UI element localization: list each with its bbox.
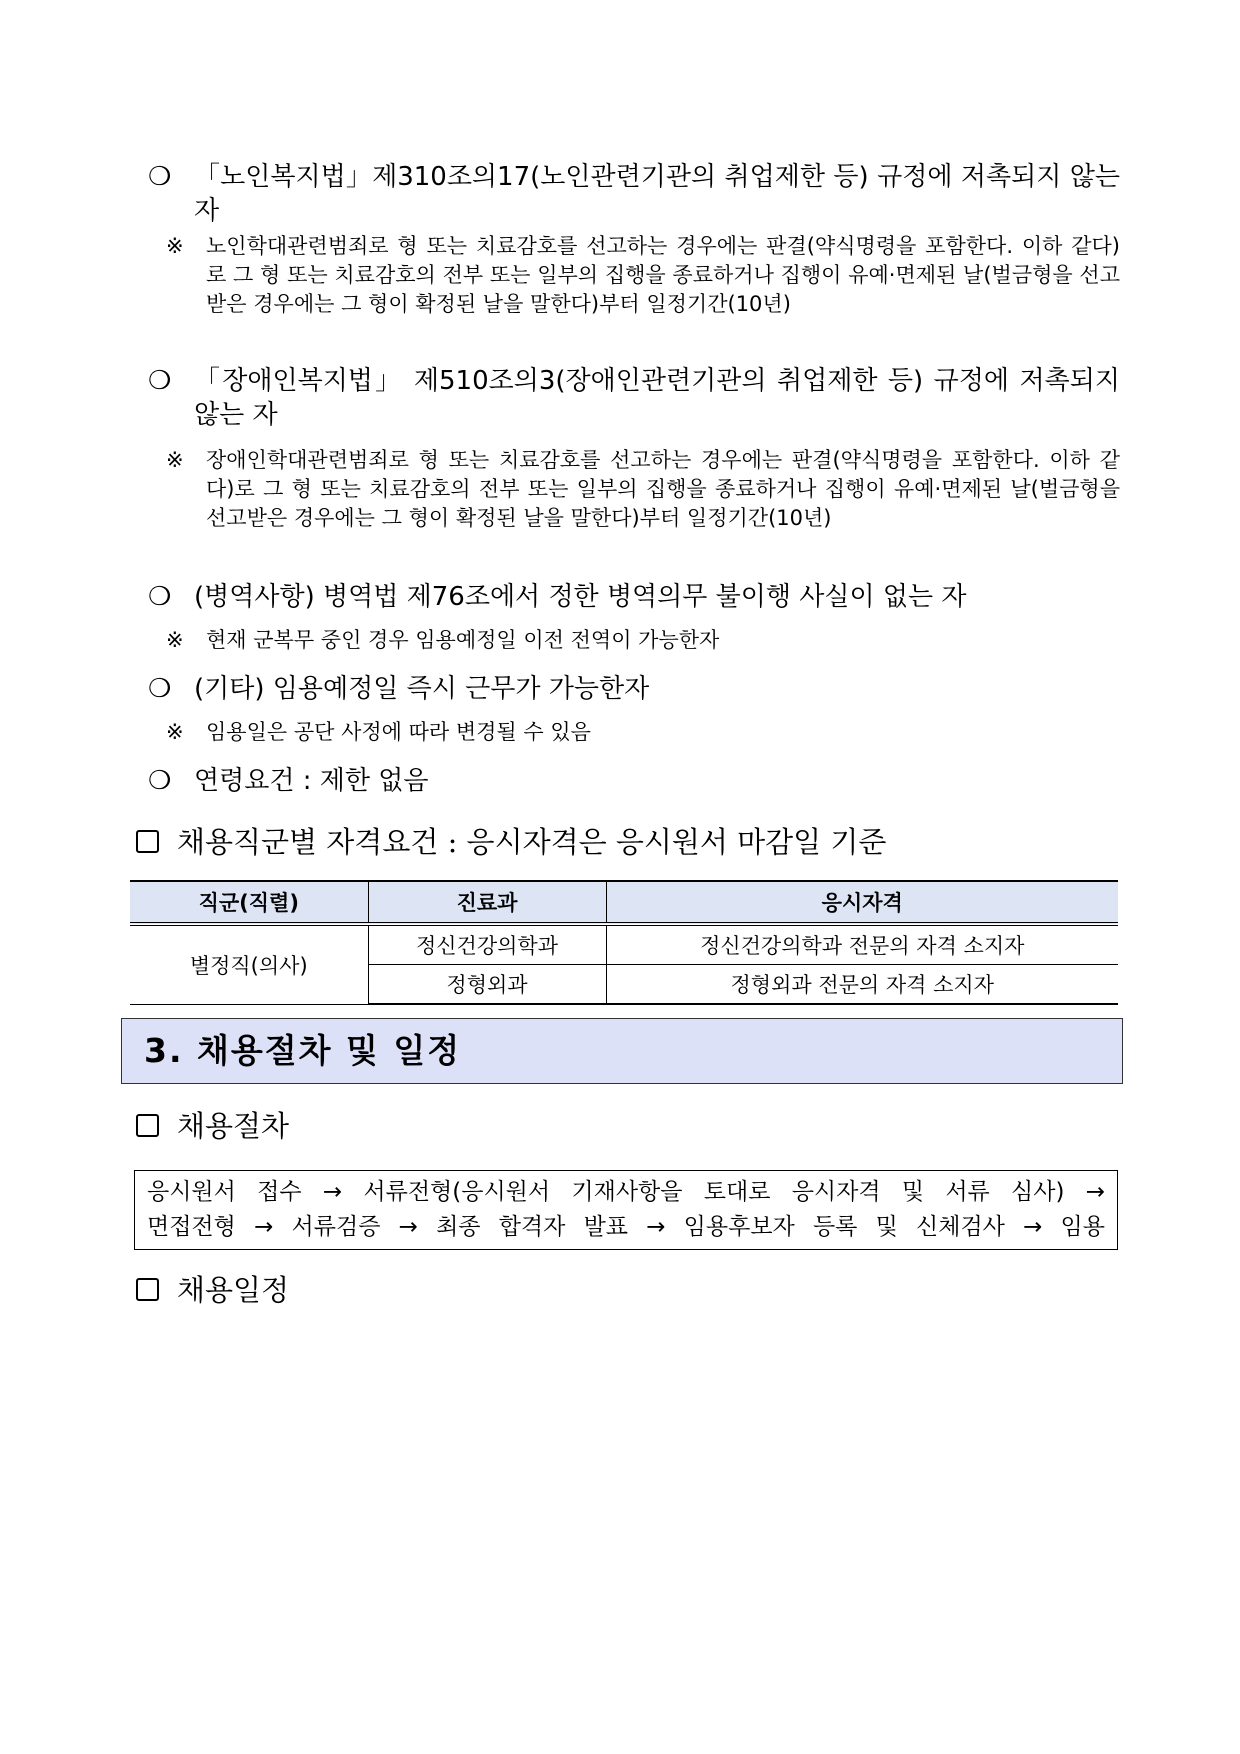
schedule-heading <box>136 1270 289 1310</box>
qualification-heading <box>136 822 886 862</box>
reference-mark-icon: ※ <box>166 234 184 258</box>
requirement-age: 연령요건 : 제한 없음 <box>194 766 429 796</box>
note-military: 현재 군복무 중인 경우 임용예정일 이전 전역이 가능한자 <box>206 628 720 652</box>
circle-bullet-icon: ❍ <box>148 162 172 192</box>
note-appointment-date: 임용일은 공단 사정에 따라 변경될 수 있음 <box>206 720 591 744</box>
department-cell: 정신건강의학과 <box>368 924 606 965</box>
procedure-heading-text: 채용절차 <box>177 1109 290 1143</box>
note-elderly-abuse: 노인학대관련범죄로 형 또는 치료감호를 선고하는 경우에는 판결(약식명령을 포함한다. 이하 같다)로 그 형 또는 치료감호의 전부 또는 일부의 집행을 종료하거나 집행이 유예·면제된 날(벌금형을 선고받은 경우에는 그 형이 확정된 날을 말한다)부터 일정기간(10년) <box>206 234 1120 316</box>
reference-mark-icon: ※ <box>166 720 184 744</box>
qualification-cell: 정신건강의학과 전문의 자격 소지자 <box>606 924 1118 965</box>
requirement-military: (병역사항) 병역법 제76조에서 정한 병역의무 불이행 사실이 없는 자 <box>194 582 967 612</box>
circle-bullet-icon: ❍ <box>148 582 172 612</box>
procedure-line: 면접전형 → 서류검증 → 최종 합격자 발표 → 임용후보자 등록 및 신체검사 → 임용 <box>147 1214 1105 1240</box>
requirement-elderly-welfare: 「노인복지법」제310조의17(노인관련기관의 취업제한 등) 규정에 저촉되지 않는 자 <box>194 162 1120 226</box>
table-header-row <box>130 881 1118 924</box>
note-disability-abuse: 장애인학대관련범죄로 형 또는 치료감호를 선고하는 경우에는 판결(약식명령을 포함한다. 이하 같다)로 그 형 또는 치료감호의 전부 또는 일부의 집행을 종료하거나 집행이 유예·면제된 날(벌금형을 선고받은 경우에는 그 형이 확정된 날을 말한다)부터 일정기간(10년) <box>206 448 1120 530</box>
table-row <box>130 924 1118 965</box>
schedule-heading-text: 채용일정 <box>177 1273 290 1307</box>
procedure-box <box>134 1170 1118 1250</box>
column-header-qualification: 응시자격 <box>606 881 1118 924</box>
square-bullet-icon <box>136 830 159 853</box>
section-title: 3. 채용절차 및 일정 <box>144 1031 462 1070</box>
column-header-department: 진료과 <box>368 881 606 924</box>
procedure-line: 응시원서 접수 → 서류전형(응시원서 기재사항을 토대로 응시자격 및 서류 심사) → <box>147 1179 1105 1205</box>
column-header-job-group: 직군(직렬) <box>130 881 368 924</box>
reference-mark-icon: ※ <box>166 448 184 472</box>
square-bullet-icon <box>136 1278 159 1301</box>
reference-mark-icon: ※ <box>166 628 184 652</box>
qualification-cell: 정형외과 전문의 자격 소지자 <box>606 965 1118 1005</box>
circle-bullet-icon: ❍ <box>148 366 172 396</box>
requirement-other: (기타) 임용예정일 즉시 근무가 가능한자 <box>194 674 650 704</box>
section-header <box>121 1018 1123 1084</box>
department-cell: 정형외과 <box>368 965 606 1005</box>
square-bullet-icon <box>136 1114 159 1137</box>
requirement-disability-welfare: 「장애인복지법」 제510조의3(장애인관련기관의 취업제한 등) 규정에 저촉되지 않는 자 <box>194 366 1120 430</box>
circle-bullet-icon: ❍ <box>148 766 172 796</box>
procedure-heading <box>136 1106 289 1146</box>
qualification-heading-text: 채용직군별 자격요건 : 응시자격은 응시원서 마감일 기준 <box>177 825 887 859</box>
circle-bullet-icon: ❍ <box>148 674 172 704</box>
qualification-table <box>130 880 1118 1005</box>
job-group-cell: 별정직(의사) <box>130 924 368 1004</box>
